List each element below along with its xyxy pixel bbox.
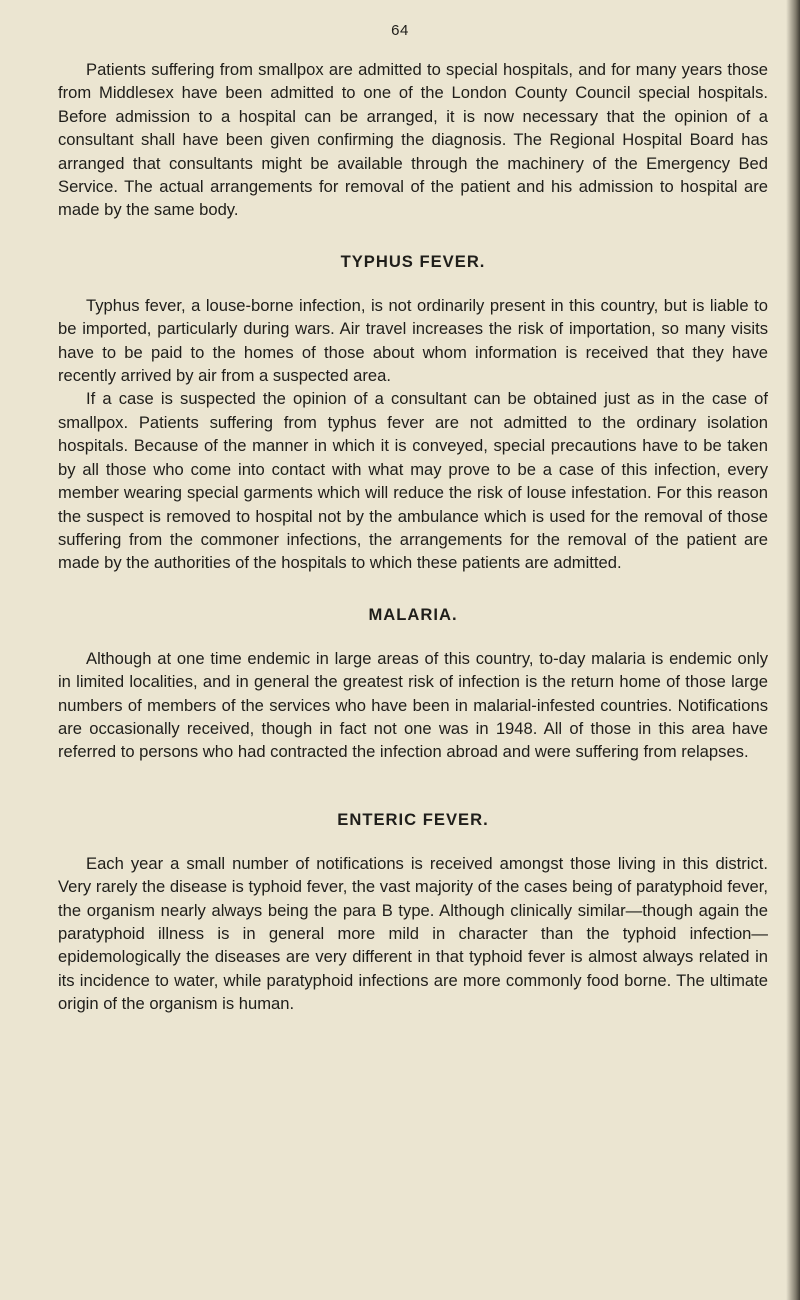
heading-malaria: MALARIA. <box>368 604 458 624</box>
heading-typhus-fever: TYPHUS FEVER. <box>340 251 486 271</box>
paragraph-enteric: Each year a small number of notifications is received amongst those living in this district. Very rarely the disease is typhoid fever, the vast majority of the cases being of paratyphoid fever, the organism nearly always being the para B type. Although clinically similar—though again the paratyphoid illness is in general more mild in character than the typhoid infection—epidemologically the diseases are very different in that typhoid fever is almost always related in its incidence to water, while paratyphoid infections are more commonly food borne. The ultimate origin of the organism is human. <box>58 853 768 1014</box>
paragraph-typhus-1: Typhus fever, a louse-borne infection, is not ordinarily present in this country, but is liable to be imported, particularly during wars. Air travel increases the risk of importation, so many visits have to be paid to the homes of those about whom information is received that they have recently arrived by air from a suspected area. <box>58 295 768 386</box>
page-edge-shadow <box>786 0 800 1300</box>
paragraph-smallpox: Patients suffering from smallpox are admitted to special hospitals, and for many years those from Middlesex have been admitted to one of the London County Council special hospitals. Before admission to a hospital can be arranged, it is now necessary that the opinion of a consultant shall have been given confirming the diagnosis. The Regional Hospital Board has arranged that consultants might be available through the machinery of the Emergency Bed Service. The actual arrangements for removal of the patient and his admission to hospital are made by the same body. <box>58 60 768 220</box>
paragraph-malaria: Although at one time endemic in large areas of this country, to-day malaria is endemic only in limited localities, and in general the greatest risk of infection is the return home of those large numbers of members of the services who have been in malarial-infested countries. Notifications are occasionally received, though in fact not one was in 1948. All of those in this area have referred to persons who had contracted the infection abroad and were suffering from relapses. <box>58 648 768 762</box>
page-number: 64 <box>391 22 409 39</box>
heading-enteric-fever: ENTERIC FEVER. <box>337 809 489 829</box>
page-body <box>58 58 768 1016</box>
paragraph-typhus-2: If a case is suspected the opinion of a consultant can be obtained just as in the case of smallpox. Patients suffering from typhus fever are not admitted to the ordinary isolation hospitals. Because of the manner in which it is conveyed, special precautions have to be taken by all those who come into contact with what may prove to be a case of this infection, every member wearing special garments which will reduce the risk of louse infestation. For this reason the suspect is removed to hospital not by the ambulance which is used for the removal of those suffering from the commoner infections, the arrangements for the removal of the patient are made by the authorities of the hospitals to which these patients are admitted. <box>58 389 768 573</box>
